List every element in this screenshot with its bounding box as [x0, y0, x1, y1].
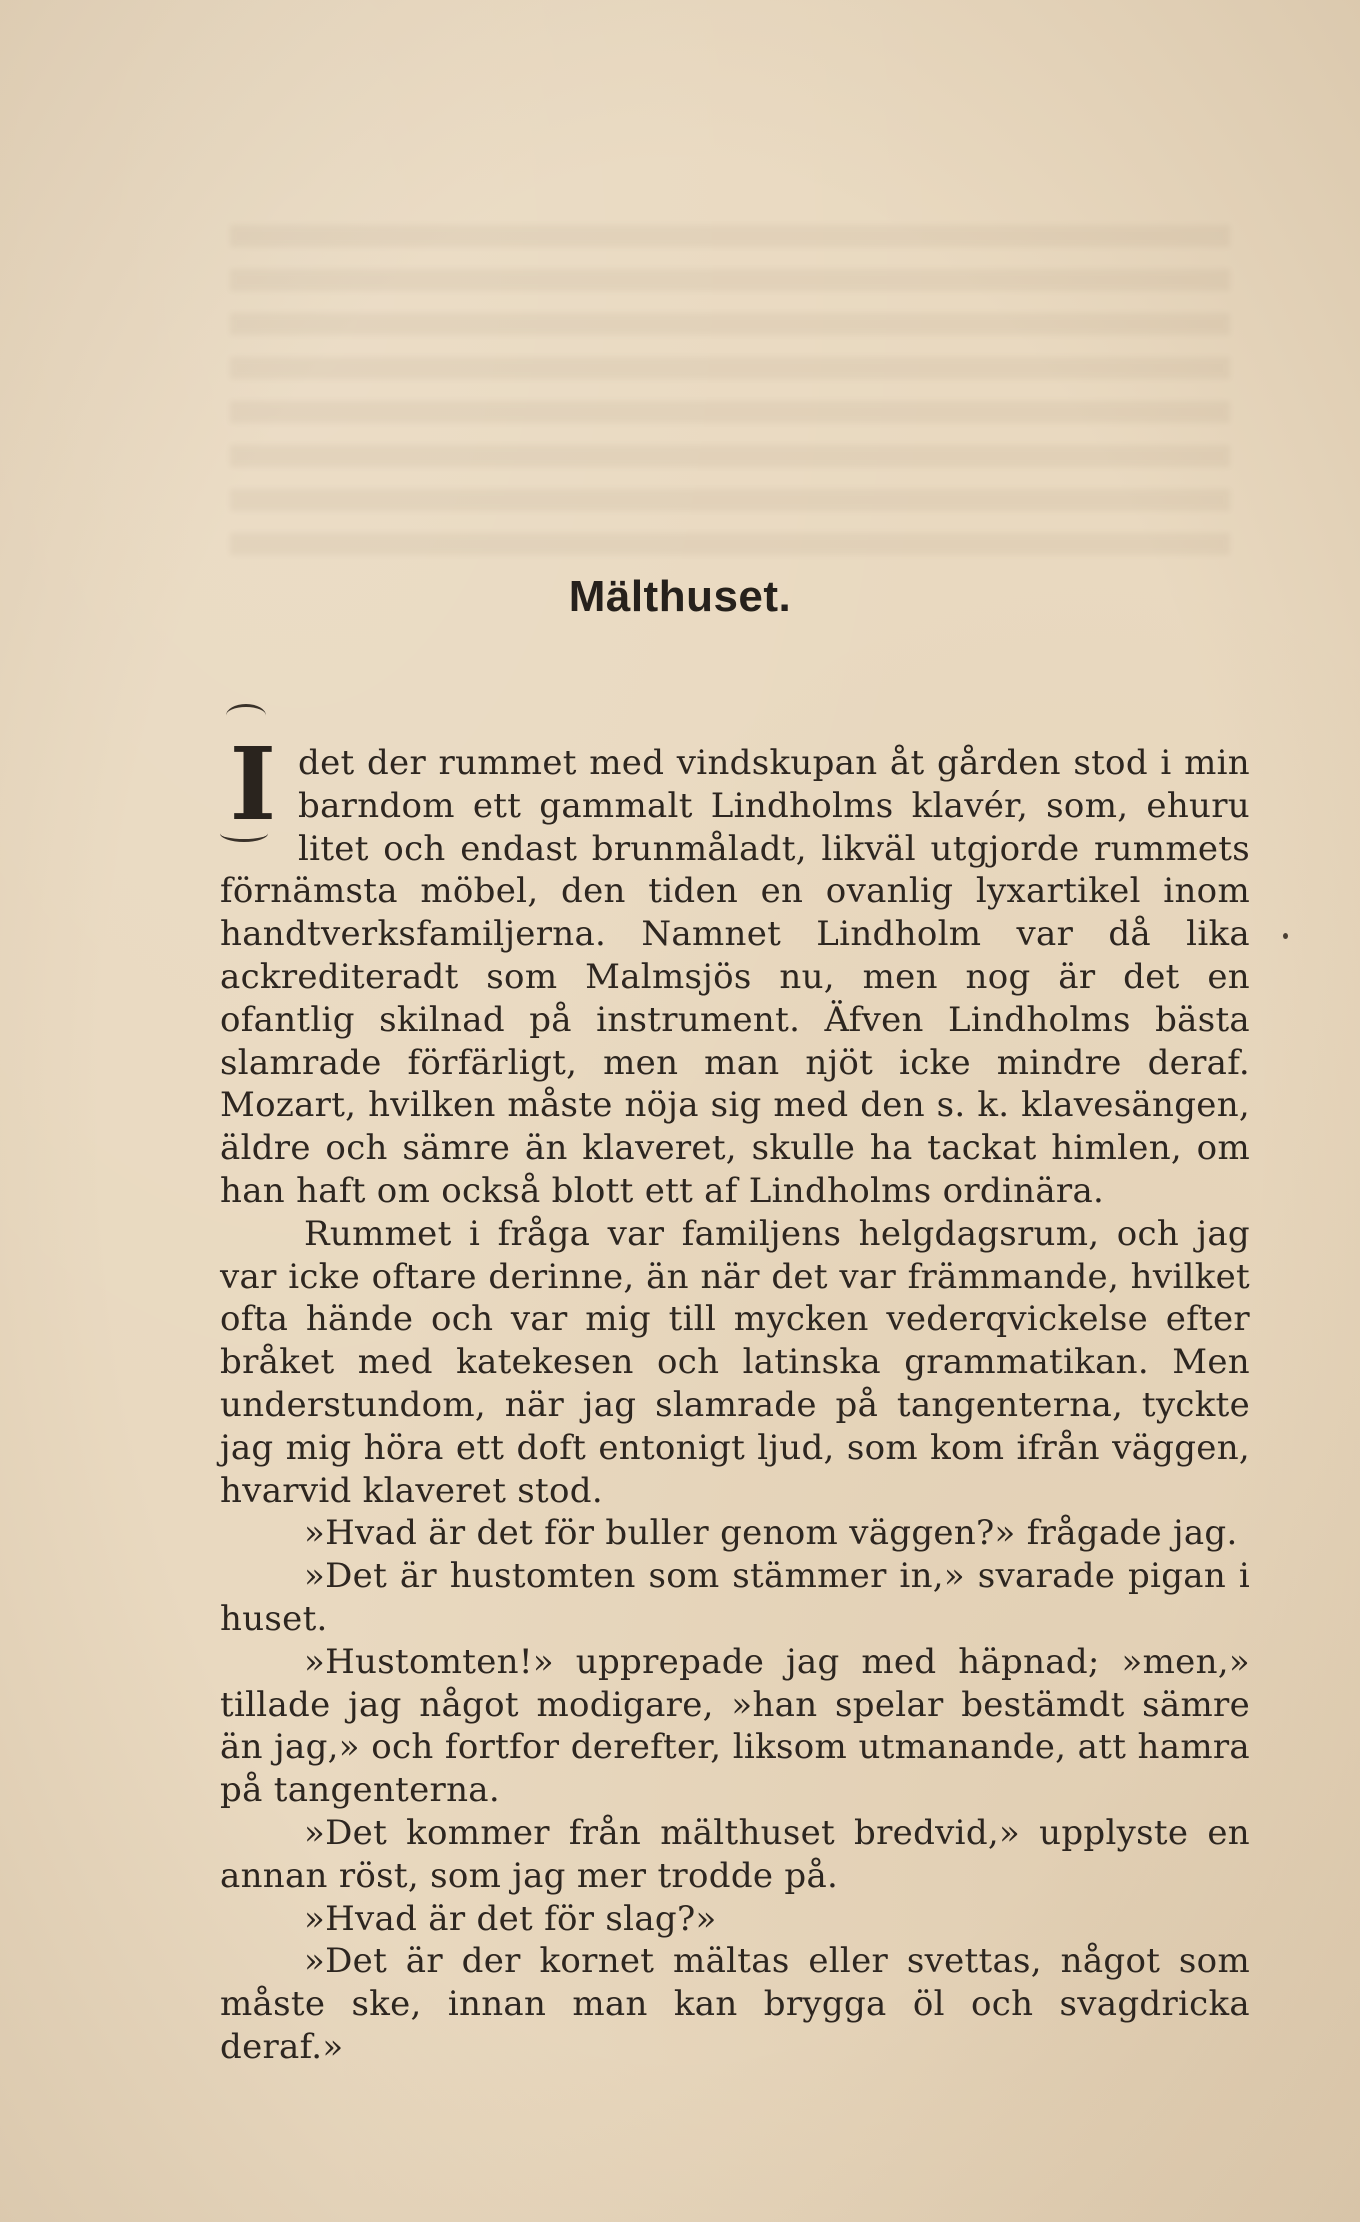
paragraph-3: »Hvad är det för buller genom väggen?» frågade jag. — [304, 1513, 1238, 1554]
chapter-title: Mälthuset. — [568, 572, 792, 621]
initial-letter: I — [229, 725, 277, 843]
paragraph-1-text: det der rummet med vindskupan åt gården stod i min barndom ett gammalt Lindholms klavér, som, ehuru litet och endast brunmåladt, likväl utgjorde rummets förnämsta möbel, den tiden en ovanlig lyxartikel inom handtverksfamiljerna. Namnet Lindholm var då lika ackrediteradt som Malmsjös nu, men nog är det en ofantlig skilnad på instrument. Äfven Lindholms bästa slamrade förfärligt, men man njöt icke mindre deraf. Mozart, hvilken måste nöja sig med den s. k. klavesängen, äldre och sämre än klaveret, skulle ha tackat himlen, om han haft om också blott ett af Lindholms ordinära. — [220, 743, 1250, 1211]
paragraph-8: »Det är der kornet mältas eller svettas, något som måste ske, innan man kan brygga öl och svagdricka deraf.» — [220, 1941, 1250, 2067]
decorated-initial — [220, 725, 286, 843]
paragraph-7: »Hvad är det för slag?» — [304, 1898, 717, 1939]
initial-flourish-bottom — [220, 825, 268, 842]
paragraph-5: »Hustomten!» upprepade jag med häpnad; »men,» tillade jag något modigare, »han spelar bestämdt sämre än jag,» och fortfor derefter, liksom utmanande, att hamra på tangenterna. — [220, 1641, 1250, 1811]
chapter-body — [220, 725, 1250, 2069]
paragraph-1 — [220, 725, 1250, 1213]
initial-flourish-top — [226, 704, 266, 727]
bleed-through-text — [230, 225, 1230, 555]
paragraph-2: Rummet i fråga var familjens helgdagsrum, och jag var icke oftare derinne, än när det var främmande, hvilket ofta hände och var mig till mycken vederqvickelse efter bråket med katekesen och latinska grammatikan. Men understundom, när jag slamrade på tangenterna, tyckte jag mig höra ett doft entonigt ljud, som kom ifrån väggen, hvarvid klaveret stod. — [220, 1213, 1250, 1511]
paragraph-4: »Det är hustomten som stämmer in,» svarade pigan i huset. — [220, 1556, 1250, 1639]
paragraph-6: »Det kommer från mälthuset bredvid,» upplyste en annan röst, som jag mer trodde på. — [220, 1812, 1250, 1896]
margin-speck — [1283, 933, 1288, 939]
